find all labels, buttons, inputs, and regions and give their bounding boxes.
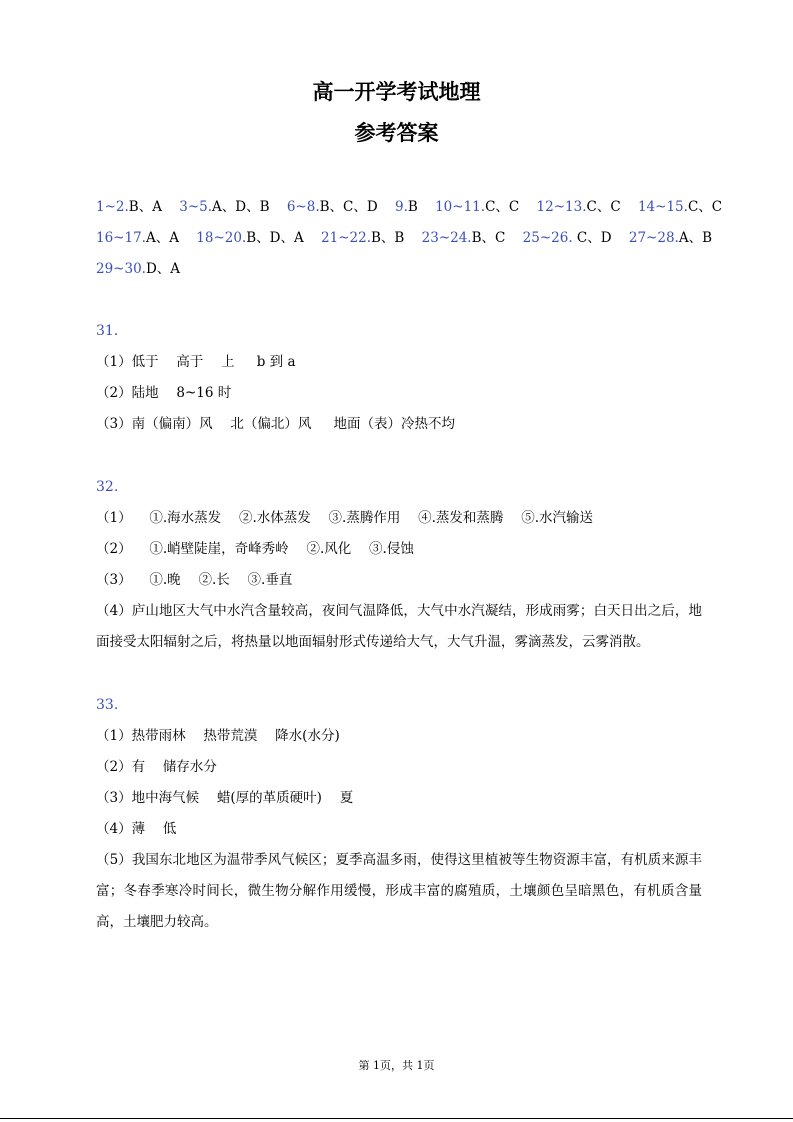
mc-answer-value: B、A xyxy=(128,199,162,215)
mc-question-range: 9. xyxy=(394,199,408,215)
mc-question-range: 29~30. xyxy=(96,261,146,277)
mc-answer xyxy=(287,199,378,215)
mc-answer-value: B xyxy=(407,199,418,215)
mc-answer xyxy=(395,199,418,215)
mc-answer xyxy=(321,230,404,246)
document-subtitle: 参考答案 xyxy=(354,120,439,145)
mc-answer-value: A、A xyxy=(145,230,179,246)
document-title: 高一开学考试地理 xyxy=(312,79,481,104)
mc-answer xyxy=(523,230,612,246)
mc-answer xyxy=(96,261,180,277)
question-number-31: 31. xyxy=(96,323,119,339)
page-footer: 第 1页，共 1页 xyxy=(358,1059,435,1072)
mc-answer xyxy=(629,230,712,246)
mc-question-range: 1~2. xyxy=(96,199,129,215)
mc-question-range: 25~26. xyxy=(522,230,573,246)
mc-answer-value: B、C、D xyxy=(319,199,378,215)
answer-line: （1） ①.海水蒸发 ②.水体蒸发 ③.蒸腾作用 ④.蒸发和蒸腾 ⑤.水汽输送 xyxy=(96,510,594,526)
answer-line: （2）有 储存水分 xyxy=(96,759,217,775)
mc-question-range: 12~13. xyxy=(536,199,587,215)
mc-answer-value: D、A xyxy=(145,261,181,277)
mc-answer-value: A、B xyxy=(678,230,713,246)
page-divider xyxy=(0,1118,793,1119)
mc-answer-row xyxy=(96,259,193,279)
answer-line: （3）地中海气候 蜡(厚的革质硬叶) 夏 xyxy=(96,790,354,806)
mc-question-range: 23~24. xyxy=(421,230,472,246)
mc-question-range: 16~17. xyxy=(96,230,146,246)
mc-question-range: 10~11. xyxy=(435,199,486,215)
mc-answer-value: B、B xyxy=(371,230,405,246)
mc-answer xyxy=(179,199,269,215)
mc-answer xyxy=(537,199,621,215)
mc-question-range: 21~22. xyxy=(321,230,371,246)
mc-answer xyxy=(638,199,722,215)
question-number-32: 32. xyxy=(96,479,119,495)
mc-answer xyxy=(435,199,519,215)
answer-line: （2）陆地 8~16 时 xyxy=(96,385,232,401)
answer-line: （4）薄 低 xyxy=(96,821,177,837)
mc-answer-value: C、C xyxy=(485,199,520,215)
answer-line: （1）热带雨林 热带荒漠 降水(水分) xyxy=(96,728,340,744)
question-number-33: 33. xyxy=(96,697,119,713)
answer-paragraph: （4）庐山地区大气中水汽含量较高，夜间气温降低，大气中水汽凝结，形成雨雾；白天日出之后，地面接受太阳辐射之后，将热量以地面辐射形式传递给大气，大气升温，雾滴蒸发，云雾消散。 xyxy=(96,603,702,650)
mc-question-range: 6~8. xyxy=(286,199,320,215)
answer-line: （1）低于 高于 上 b 到 a xyxy=(96,354,296,370)
mc-answer-value: B、D、A xyxy=(246,230,304,246)
mc-answer xyxy=(196,230,303,246)
mc-question-range: 14~15. xyxy=(637,199,688,215)
mc-answer xyxy=(96,230,179,246)
mc-question-range: 27~28. xyxy=(628,230,679,246)
answer-line: （3）南（偏南）风 北（偏北）风 地面（表）冷热不均 xyxy=(96,416,455,432)
answer-line: （2） ①.峭壁陡崖，奇峰秀岭 ②.风化 ③.侵蚀 xyxy=(96,541,414,557)
mc-answer-value: C、D xyxy=(572,230,612,246)
mc-answer-value: C、C xyxy=(586,199,621,215)
answer-line: （3） ①.晚 ②.长 ③.垂直 xyxy=(96,572,293,588)
mc-question-range: 3~5. xyxy=(179,199,213,215)
mc-answer-value: C、C xyxy=(687,199,723,215)
mc-answer xyxy=(422,230,506,246)
mc-answer-value: B、C xyxy=(471,230,506,246)
mc-answer-row xyxy=(96,228,725,248)
mc-question-range: 18~20. xyxy=(196,230,247,246)
answer-paragraph: （5）我国东北地区为温带季风气候区；夏季高温多雨，使得这里植被等生物资源丰富，有机质来源丰富；冬春季寒冷时间长，微生物分解作用缓慢，形成丰富的腐殖质，土壤颜色呈暗黑色，有机质含量高，土壤肥力较高。 xyxy=(96,852,702,930)
mc-answer xyxy=(96,199,162,215)
mc-answer-value: A、D、B xyxy=(212,199,270,215)
mc-answer-row xyxy=(96,197,735,217)
